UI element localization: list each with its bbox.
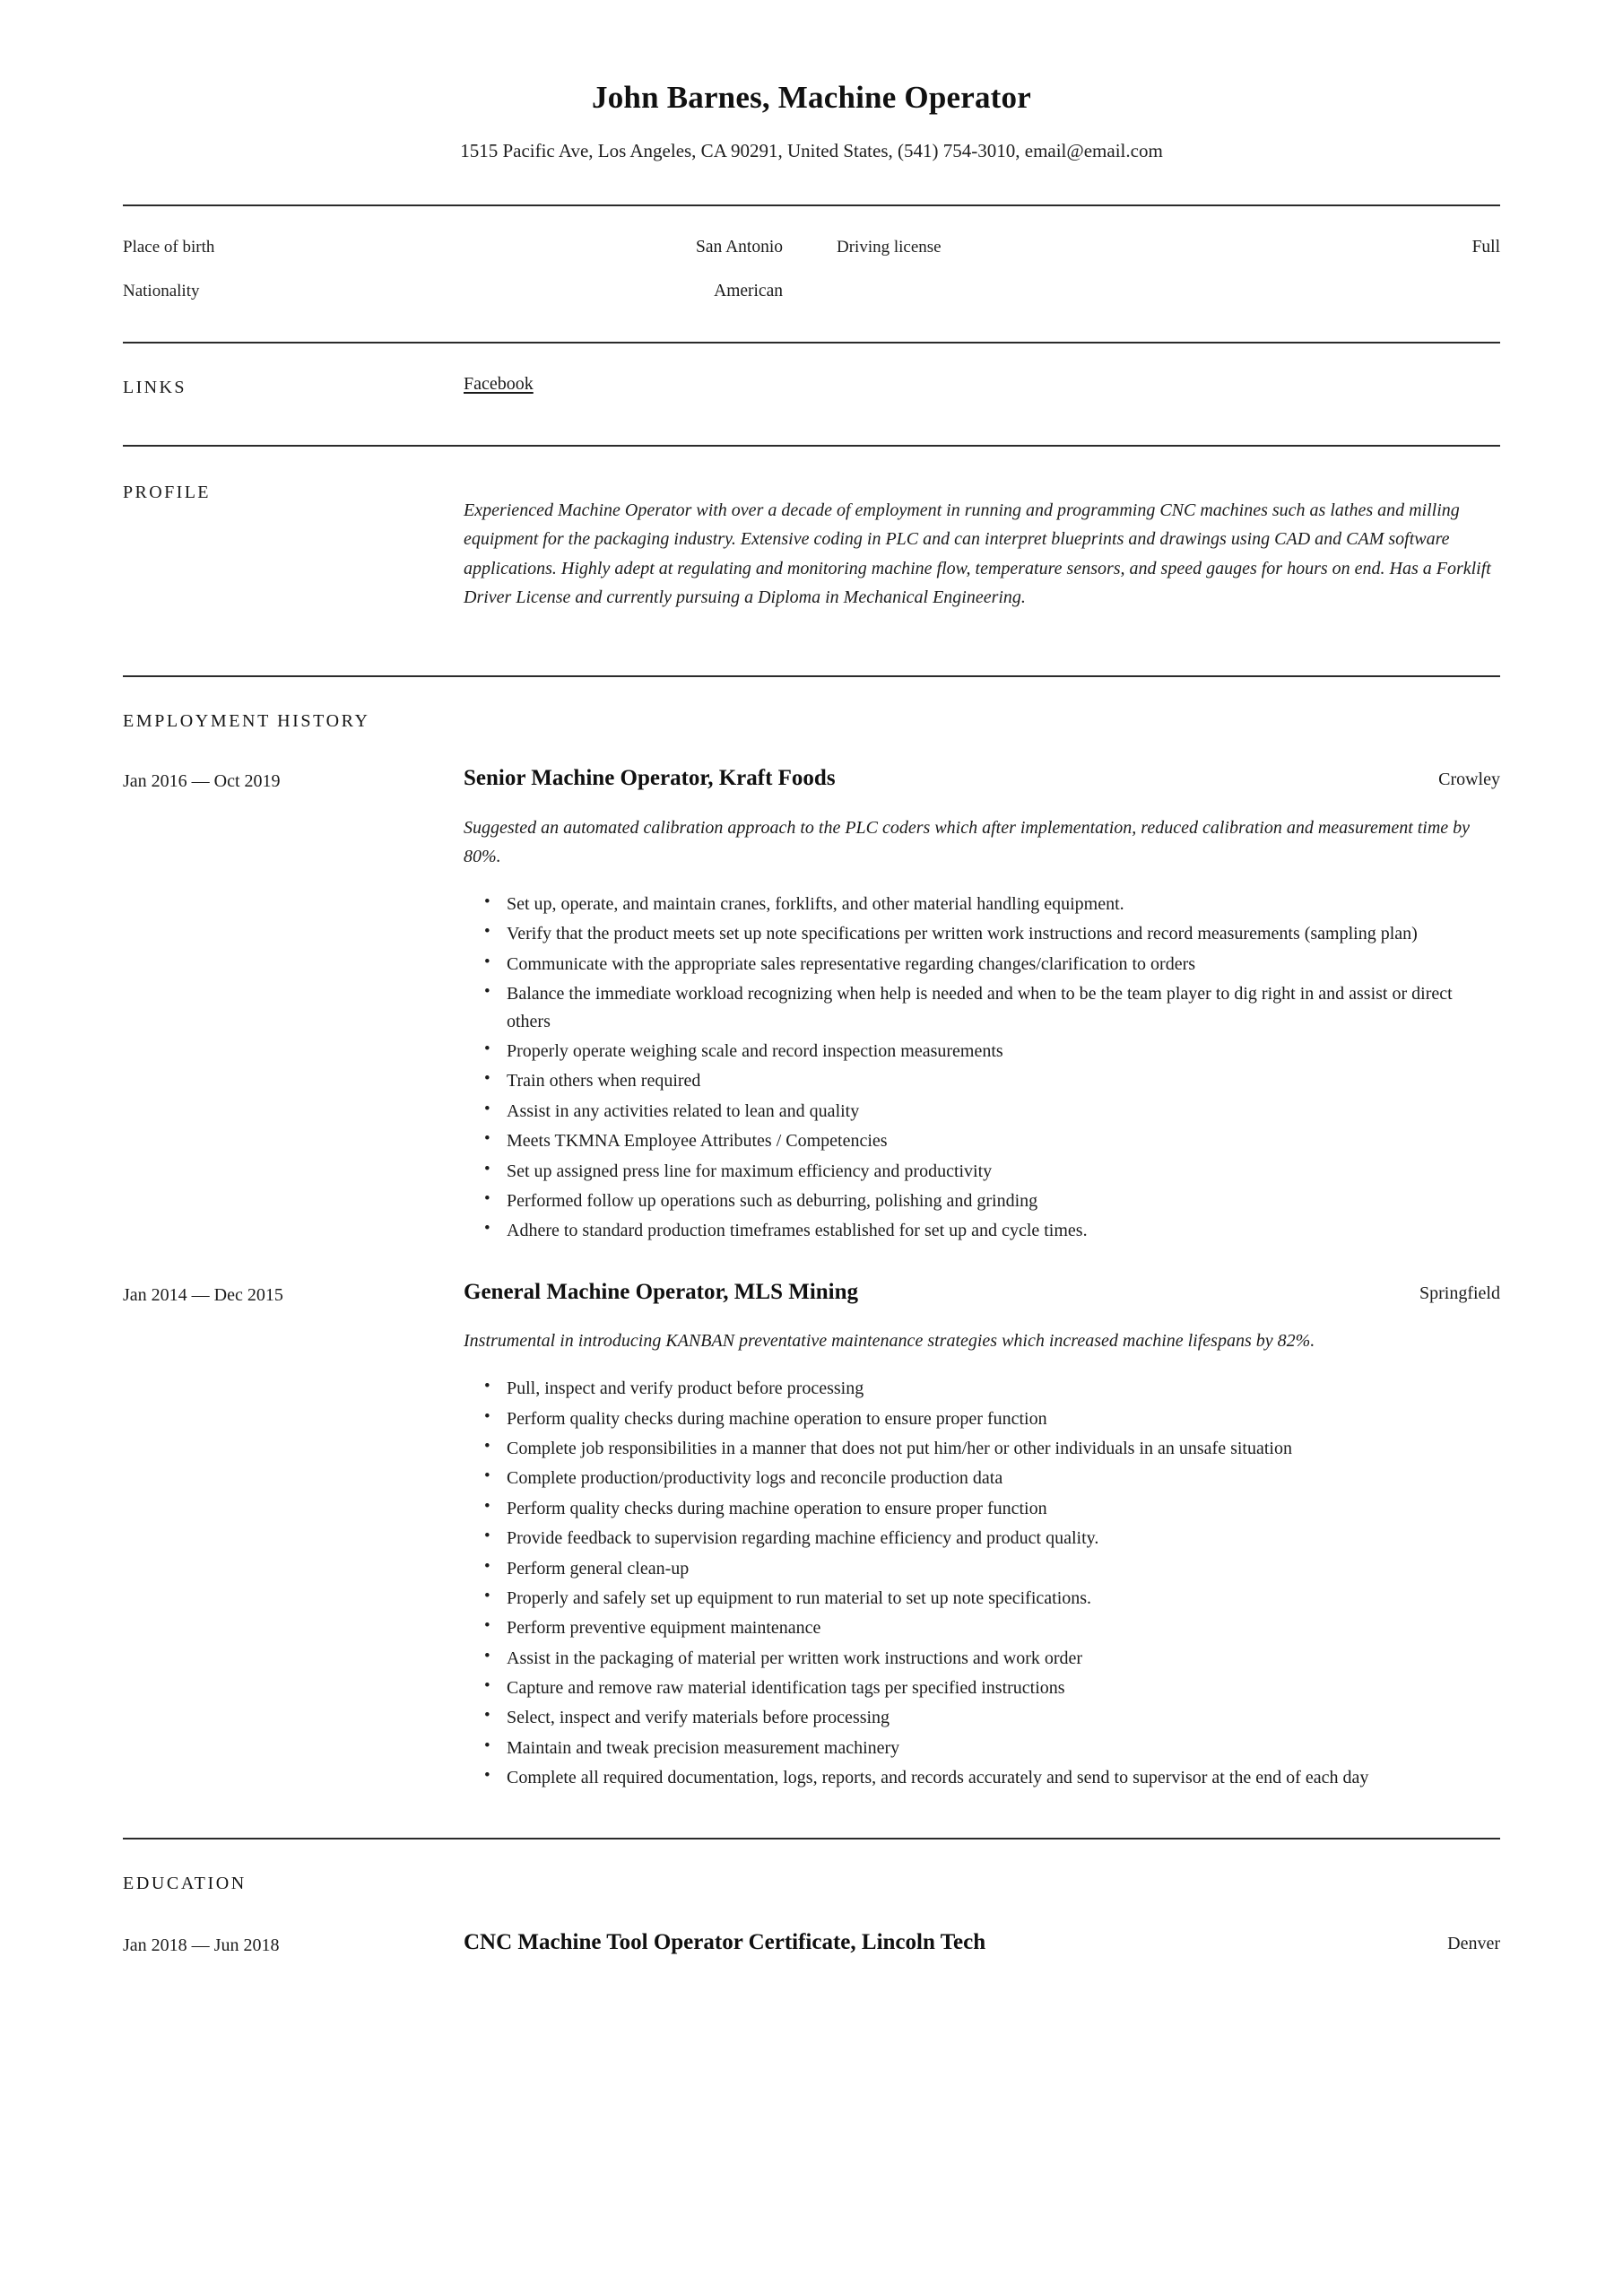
bullet-item: • Capture and remove raw material identification tags per specified instructions — [464, 1674, 1500, 1701]
employment-entry-location: Crowley — [1438, 770, 1500, 790]
detail-label-nationality: Nationality — [123, 281, 200, 300]
employment-entry-title: General Machine Operator, MLS Mining — [464, 1279, 859, 1304]
bullet-item: • Train others when required — [464, 1067, 1500, 1094]
profile-section-label: PROFILE — [123, 482, 211, 502]
employment-entry — [123, 1248, 1500, 1795]
bullet-item: • Set up, operate, and maintain cranes, forklifts, and other material handling equipment. — [464, 891, 1500, 918]
bullet-item: • Select, inspect and verify materials before processing — [464, 1704, 1500, 1731]
contact-line: 1515 Pacific Ave, Los Angeles, CA 90291, United States, (541) 754-3010, email@email.com — [460, 140, 1163, 161]
bullet-item: • Verify that the product meets set up note specifications per written work instructions and record measurements (sampling plan) — [464, 920, 1500, 947]
detail-value-place-of-birth: San Antonio — [696, 238, 783, 257]
employment-entry-title: Senior Machine Operator, Kraft Foods — [464, 766, 836, 791]
bullet-item: • Adhere to standard production timeframes established for set up and cycle times. — [464, 1217, 1500, 1244]
education-entry — [123, 1896, 1500, 1958]
bullet-item: • Provide feedback to supervision regarding machine efficiency and product quality. — [464, 1525, 1500, 1552]
profile-section-body — [464, 478, 1500, 631]
employment-history-heading: EMPLOYMENT HISTORY — [123, 711, 370, 732]
employment-entry-date: Jan 2014 — Dec 2015 — [123, 1284, 283, 1305]
education-entry-location: Denver — [1447, 1933, 1500, 1953]
link-facebook[interactable]: Facebook — [464, 373, 534, 394]
education-heading: EDUCATION — [123, 1873, 247, 1893]
bullet-item: • Perform general clean-up — [464, 1555, 1500, 1582]
detail-label-place-of-birth: Place of birth — [123, 238, 215, 257]
education-entry-date: Jan 2018 — Jun 2018 — [123, 1935, 280, 1955]
detail-pair-driving-license — [837, 236, 1500, 259]
bullet-item: • Properly and safely set up equipment to run material to set up note specifications. — [464, 1585, 1500, 1612]
personal-details-grid — [123, 206, 1500, 303]
profile-text: Experienced Machine Operator with over a decade of employment in running and programming CNC machines such as lathes and milling equipment for the packaging industry. Extensive coding in PLC and can interpret blueprints and drawings using CAD and CAM software applications. Highly adept at regulating and monitoring machine flow, temperature sensors, and speed gauges for hours on end. Has a Forklift Driver License and currently pursuing a Diploma in Mechanical Engineering. — [464, 500, 1491, 608]
employment-entry-headrow — [464, 1278, 1500, 1308]
bullet-item: • Properly operate weighing scale and record inspection measurements — [464, 1038, 1500, 1065]
education-entry-headrow — [464, 1928, 1500, 1958]
bullet-item: • Performed follow up operations such as deburring, polishing and grinding — [464, 1187, 1500, 1214]
education-entry-title: CNC Machine Tool Operator Certificate, Lincoln Tech — [464, 1929, 986, 1954]
bullet-item: • Perform quality checks during machine operation to ensure proper function — [464, 1405, 1500, 1432]
bullet-item: • Assist in any activities related to lean and quality — [464, 1098, 1500, 1125]
employment-entry-main — [464, 1278, 1500, 1795]
bullet-item: • Pull, inspect and verify product before processing — [464, 1375, 1500, 1402]
employment-entry-headrow — [464, 764, 1500, 794]
detail-value-nationality: American — [714, 281, 783, 300]
bullet-item: • Set up assigned press line for maximum efficiency and productivity — [464, 1158, 1500, 1185]
employment-entry-summary: Instrumental in introducing KANBAN preventative maintenance strategies which increased machine lifespans by 82%. — [464, 1331, 1315, 1352]
employment-entry-date: Jan 2016 — Oct 2019 — [123, 771, 281, 792]
employment-entry-summary: Suggested an automated calibration approach to the PLC coders which after implementation, reduced calibration and measurement time by 80%. — [464, 817, 1471, 866]
bullet-item: • Complete production/productivity logs and reconcile production data — [464, 1465, 1500, 1492]
bullet-item: • Balance the immediate workload recognizing when help is needed and when to be the team player to dig right in and assist or direct others — [464, 980, 1500, 1035]
resume-header — [123, 0, 1500, 163]
bullet-item: • Complete all required documentation, logs, reports, and records accurately and send to supervisor at the end of each day — [464, 1764, 1500, 1791]
bullet-item: • Perform quality checks during machine operation to ensure proper function — [464, 1495, 1500, 1522]
links-section-body — [464, 374, 1500, 395]
links-section-label: LINKS — [123, 377, 187, 397]
employment-entry — [123, 734, 1500, 1247]
employment-entry-main — [464, 764, 1500, 1247]
bullet-item: • Perform preventive equipment maintenance — [464, 1614, 1500, 1641]
bullet-item: • Maintain and tweak precision measurement machinery — [464, 1735, 1500, 1761]
bullet-item: • Meets TKMNA Employee Attributes / Competencies — [464, 1127, 1500, 1154]
detail-label-driving-license: Driving license — [837, 238, 942, 257]
bullet-item: • Communicate with the appropriate sales representative regarding changes/clarification to orders — [464, 951, 1500, 978]
profile-section — [123, 447, 1500, 634]
employment-entry-bullets — [464, 891, 1500, 1245]
bullet-item: • Assist in the packaging of material per written work instructions and work order — [464, 1645, 1500, 1672]
employment-entry-bullets — [464, 1375, 1500, 1791]
education-entry-main — [464, 1928, 1500, 1958]
employment-entry-location: Springfield — [1419, 1283, 1500, 1303]
links-section — [123, 344, 1500, 405]
page-title: John Barnes, Machine Operator — [592, 80, 1031, 115]
bullet-item: • Complete job responsibilities in a manner that does not put him/her or other individuals in an unsafe situation — [464, 1435, 1500, 1462]
detail-value-driving-license: Full — [1471, 238, 1500, 257]
